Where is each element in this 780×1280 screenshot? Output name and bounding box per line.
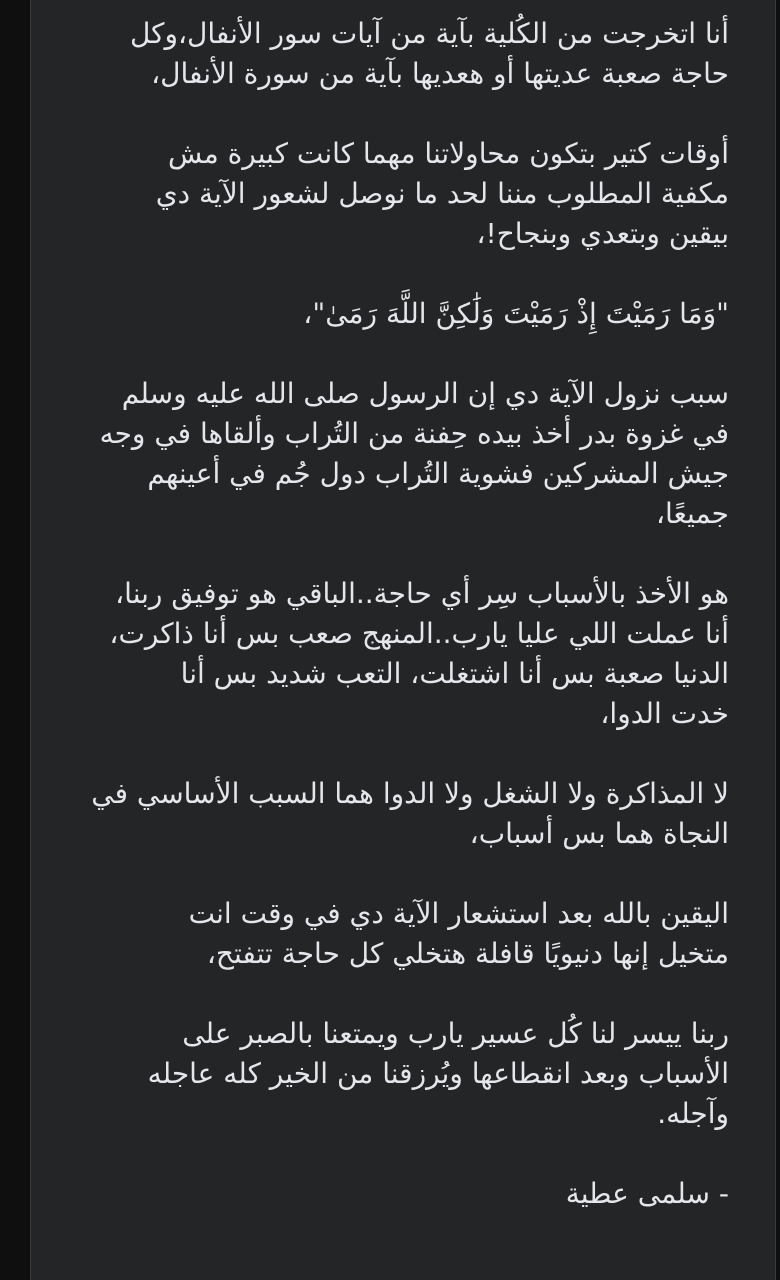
paragraph-taking-means: هو الأخذ بالأسباب سِر أي حاجة..الباقي هو توفيق ربنا، أنا عملت اللي عليا يارب..المنهج صعب بس أنا ذاكرت، الدنيا صعبة بس أنا اشتغلت، التعب شديد بس أنا خدت الدوا، xyxy=(109,577,729,730)
paragraph-verse-reason: سبب نزول الآية دي إن الرسول صلى الله عليه وسلم في غزوة بدر أخذ بيده حِفنة من التُراب وألقاها في وجه جيش المشركين فشوية التُراب دول جُم في أعينهم جميعًا، xyxy=(99,377,729,530)
paragraph-certainty: اليقين بالله بعد استشعار الآية دي في وقت انت متخيل إنها دنيويًا قافلة هتخلي كل حاجة تتفتح، xyxy=(188,897,729,970)
author-signature: - سلمى عطية xyxy=(565,1177,729,1210)
post-text xyxy=(87,14,729,1214)
quran-verse: "وَمَا رَمَيْتَ إِذْ رَمَيْتَ وَلَٰكِنَّ اللَّهَ رَمَىٰ"، xyxy=(303,297,729,330)
paragraph-only-means: لا المذاكرة ولا الشغل ولا الدوا هما السبب الأساسي في النجاة هما بس أسباب، xyxy=(91,777,729,850)
post-card xyxy=(30,0,776,1280)
paragraph-efforts: أوقات كتير بتكون محاولاتنا مهما كانت كبيرة مش مكفية المطلوب مننا لحد ما نوصل لشعور الآية دي بيقين وبتعدي وبنجاح!، xyxy=(155,137,729,250)
paragraph-graduation: أنا اتخرجت من الكُلية بآية من آيات سور الأنفال،وكل حاجة صعبة عديتها أو هعديها بآية من سورة الأنفال، xyxy=(129,17,729,90)
paragraph-prayer: ربنا ييسر لنا كُل عسير يارب ويمتعنا بالصبر على الأسباب وبعد انقطاعها ويُرزقنا من الخير كله عاجله وآجله. xyxy=(147,1017,729,1130)
